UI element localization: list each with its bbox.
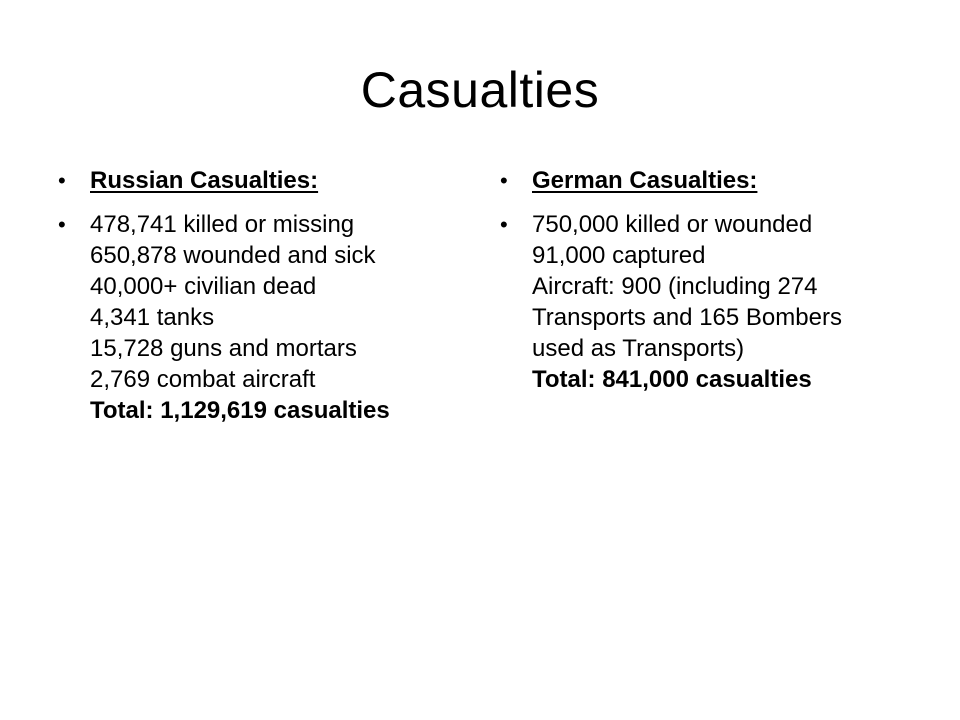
german-heading: German Casualties: [532, 167, 758, 194]
russian-total: Total: 1,129,619 casualties [90, 397, 390, 424]
russian-line: 40,000+ civilian dead [90, 273, 317, 300]
bullet-item [500, 165, 900, 196]
slide-title: Casualties [360, 62, 600, 118]
german-line: 750,000 killed or wounded [532, 211, 813, 238]
german-line: used as Transports) [532, 335, 745, 362]
german-line: Aircraft: 900 (including 274 [532, 273, 818, 300]
russian-line: 15,728 guns and mortars [90, 335, 357, 362]
bullet-dot-icon: • [500, 212, 508, 237]
bullet-item [500, 209, 900, 395]
russian-line: 2,769 combat aircraft [90, 366, 316, 393]
bullet-item [58, 165, 458, 196]
german-total: Total: 841,000 casualties [532, 366, 812, 393]
german-line: Transports and 165 Bombers [532, 304, 842, 331]
bullet-item [58, 209, 458, 426]
russian-line: 4,341 tanks [90, 304, 215, 331]
russian-casualties-column [58, 165, 458, 439]
bullet-dot-icon: • [58, 168, 66, 193]
russian-line: 650,878 wounded and sick [90, 242, 376, 269]
bullet-dot-icon: • [500, 168, 508, 193]
russian-line: 478,741 killed or missing [90, 211, 355, 238]
german-line: 91,000 captured [532, 242, 706, 269]
german-casualties-column [500, 165, 900, 408]
bullet-dot-icon: • [58, 212, 66, 237]
russian-heading: Russian Casualties: [90, 167, 319, 194]
